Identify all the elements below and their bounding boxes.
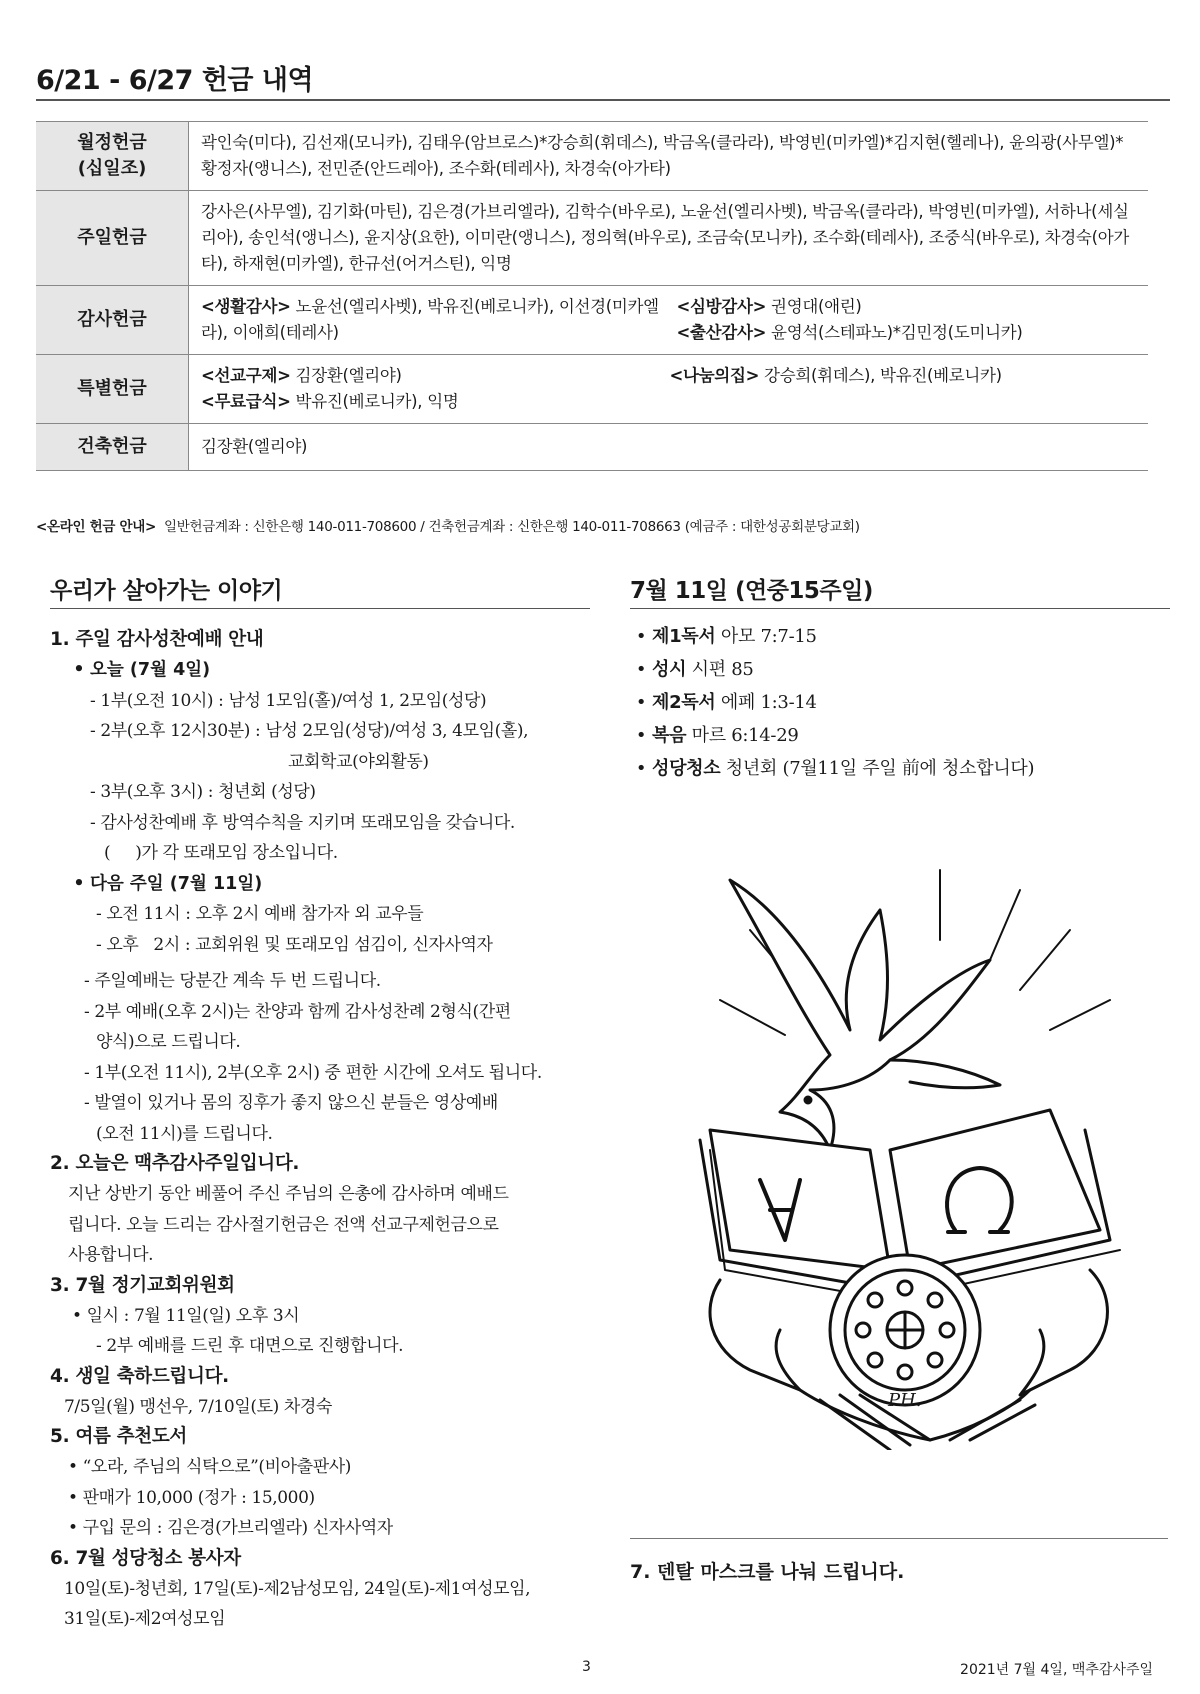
offering-names: 김장환(엘리야) [189, 424, 1149, 471]
lectionary-item [630, 719, 1170, 752]
online-accounts: 일반헌금계좌 : 신한은행 140-011-708600 / 건축헌금계좌 : 신한은행 140-011-708663 (예금주 : 대한성공회분당교회) [164, 519, 860, 535]
section-title: 5. 여름 추천도서 [50, 1426, 188, 1447]
lectionary-text: 아모 7:7-15 [715, 626, 817, 647]
lectionary-label: 제1독서 [652, 626, 716, 647]
mask-note: 7. 덴탈 마스크를 나눠 드립니다. [630, 1561, 905, 1583]
offering-category: 감사헌금 [36, 286, 189, 355]
online-label: <온라인 헌금 안내> [36, 519, 157, 535]
offering-tag-names: 강승희(휘데스), 박유진(베로니카) [759, 366, 1002, 385]
text-line: 31일(토)-제2여성모임 [64, 1609, 226, 1629]
offering-tag-names: 권영대(애린) [766, 297, 862, 316]
page-number: 3 [582, 1659, 591, 1675]
thanks-col-1 [201, 294, 677, 346]
offering-tag: <심방감사> [676, 297, 767, 316]
text-line: 립니다. 오늘 드리는 감사절기헌금은 전액 선교구제헌금으로 [68, 1214, 499, 1235]
section-title: 2. 오늘은 맥추감사주일입니다. [50, 1153, 300, 1174]
online-offering-note [36, 515, 860, 535]
image-rule [630, 1538, 1168, 1539]
lectionary-text: 청년회 (7월11일 주일 前에 청소합니다) [720, 758, 1035, 779]
text-line: - 오후 2시 : 교회위원 및 또래모임 섬김이, 신자사역자 [96, 934, 493, 955]
text-line: 10일(토)-청년회, 17일(토)-제2남성모임, 24일(토)-제1여성모임, [64, 1578, 531, 1599]
text-line: - 감사성찬예배 후 방역수칙을 지키며 또래모임을 갖습니다. [90, 812, 515, 833]
offering-tag: <출산감사> [676, 323, 767, 342]
lectionary-rule [630, 608, 1170, 609]
offering-names [189, 355, 1149, 424]
story-heading: 우리가 살아가는 이야기 [50, 578, 283, 604]
offering-row [36, 355, 1148, 424]
text-line: - 오전 11시 : 오후 2시 예배 참가자 외 교우들 [96, 904, 424, 924]
offering-row [36, 191, 1148, 286]
lectionary-item [630, 686, 1170, 719]
text-line: - 발열이 있거나 몸의 징후가 좋지 않으신 분들은 영상예배 [84, 1093, 498, 1113]
section-title: 1. 주일 감사성찬예배 안내 [50, 629, 264, 650]
offering-row [36, 122, 1148, 191]
lectionary-label: 성당청소 [652, 758, 721, 779]
offering-tag: <생활감사> [201, 297, 291, 316]
lectionary-text: 에페 1:3-14 [715, 692, 817, 713]
lectionary-text: 시편 85 [686, 659, 754, 680]
text-line: - 1부(오전 11시), 2부(오후 2시) 중 편한 시간에 오셔도 됩니다. [84, 1062, 542, 1083]
story-rule [50, 608, 590, 609]
text-line: - 2부(오후 12시30분) : 남성 2모임(성당)/여성 3, 4모임(홀), [90, 721, 529, 741]
offering-names [189, 286, 1149, 355]
paten-cross-icon [830, 1255, 980, 1405]
text-line: ( )가 각 또래모임 장소입니다. [104, 843, 338, 863]
offering-tag-names: 윤영석(스테파노)*김민정(도미니카) [766, 323, 1023, 342]
text-line: 7/5일(월) 맹선우, 7/10일(토) 차경숙 [64, 1396, 332, 1417]
lectionary-heading: 7월 11일 (연중15주일) [630, 578, 873, 604]
offering-title: 6/21 - 6/27 헌금 내역 [36, 65, 314, 96]
section-title: 6. 7월 성당청소 봉사자 [50, 1547, 241, 1569]
story-body [50, 625, 590, 1635]
lectionary-list [630, 620, 1170, 785]
text-line: • 구입 문의 : 김은경(가브리엘라) 신자사역자 [68, 1518, 393, 1538]
offering-names: 강사은(사무엘), 김기화(마틴), 김은경(가브리엘라), 김학수(바우로), 노윤선(엘리사벳), 박금옥(클라라), 박영빈(미카엘), 서하나(세실리아), 송인석(앵니스), 윤지상(요한), 이미란(앵니스), 정의혁(바우로), 조금숙(모니카), 조수화(테레사), 조중식(바우로), 차경숙(아가타), 하재현(미카엘), 한규선(어거스틴), 익명 [189, 191, 1149, 286]
offering-tag-names: 박유진(베로니카), 익명 [290, 392, 459, 411]
lectionary-item [630, 653, 1170, 686]
offering-tag-names: 김장환(엘리야) [290, 366, 402, 385]
subsection-title: • 다음 주일 (7월 11일) [50, 869, 590, 900]
dove-book-hands-illustration [690, 850, 1150, 1450]
text-line: • “오라, 주님의 식탁으로”(비아출판사) [68, 1457, 351, 1477]
special-col-2 [670, 363, 1139, 415]
offering-names: 곽인숙(미다), 김선재(모니카), 김태우(암브로스)*강승희(휘데스), 박금옥(클라라), 박영빈(미카엘)*김지현(헬레나), 윤의광(사무엘)*황정자(앵니스), 전민준(안드레아), 조수화(테레사), 차경숙(아가타) [189, 122, 1149, 191]
offering-row [36, 286, 1148, 355]
offering-tag: <선교구제> [201, 366, 291, 385]
title-rule [36, 99, 1170, 101]
lectionary-text: 마르 6:14-29 [686, 725, 799, 746]
offering-table [36, 121, 1148, 471]
footer-date: 2021년 7월 4일, 맥추감사주일 [960, 1662, 1153, 1678]
text-line: 지난 상반기 동안 베풀어 주신 주님의 은총에 감사하며 예배드 [68, 1184, 509, 1204]
lectionary-item [630, 620, 1170, 653]
text-line: 교회학교(야외활동) [288, 751, 429, 772]
offering-tag-names: 노윤선(엘리사벳), 박유진(베로니카), 이선경(미카엘라), 이애희(테레사) [201, 297, 659, 342]
text-line: (오전 11시)를 드립니다. [96, 1123, 273, 1144]
thanks-col-2 [677, 294, 1139, 346]
lectionary-label: 제2독서 [652, 692, 716, 713]
offering-tag: <나눔의집> [669, 366, 760, 385]
text-line: 양식)으로 드립니다. [96, 1032, 241, 1052]
text-line: - 2부 예배(오후 2시)는 찬양과 함께 감사성찬례 2형식(간편 [84, 1001, 511, 1022]
lectionary-label: 성시 [652, 659, 687, 680]
offering-category: 월정헌금 (십일조) [36, 122, 189, 191]
dove-icon [730, 880, 1000, 1150]
lectionary-item [630, 752, 1170, 785]
text-line: - 3부(오후 3시) : 청년회 (성당) [90, 782, 316, 802]
text-line: • 판매가 10,000 (정가 : 15,000) [68, 1487, 315, 1508]
subsection-title: • 오늘 (7월 4일) [50, 655, 590, 686]
text-line: - 2부 예배를 드린 후 대면으로 진행합니다. [96, 1336, 404, 1356]
offering-row [36, 424, 1148, 471]
text-line: 사용합니다. [68, 1245, 154, 1265]
text-line: • 일시 : 7월 11일(일) 오후 3시 [72, 1305, 300, 1326]
illustration-signature: PH. [888, 1390, 922, 1411]
offering-category: 주일헌금 [36, 191, 189, 286]
section-title: 4. 생일 축하드립니다. [50, 1365, 229, 1387]
text-line: - 1부(오전 10시) : 남성 1모임(홀)/여성 1, 2모임(성당) [90, 690, 487, 711]
offering-category: 건축헌금 [36, 424, 189, 471]
lectionary-label: 복음 [652, 725, 687, 746]
special-col-1 [201, 363, 670, 415]
text-line: - 주일예배는 당분간 계속 두 번 드립니다. [84, 971, 381, 991]
offering-tag: <무료급식> [201, 392, 291, 411]
offering-category: 특별헌금 [36, 355, 189, 424]
section-title: 3. 7월 정기교회위원회 [50, 1274, 235, 1296]
